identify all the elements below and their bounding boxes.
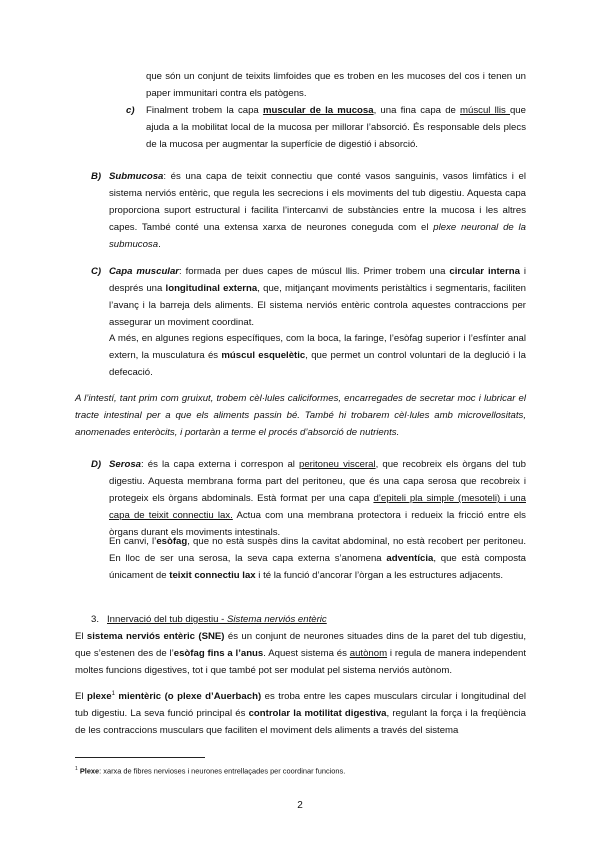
page-number: 2	[297, 800, 303, 811]
serosa-paragraph: Serosa: és la capa externa i correspon al peritoneu visceral, que recobreix els òrgans del tub digestiu. Aquesta membrana forma part del peritoneu, que és una capa serosa que recobreix i protegeix els òrgans abdominals. Està format per una capa d’epiteli pla simple (mesoteli) i una capa de teixit connectiu lax. Actua com una membrana protectora i redueix la fricció entre els òrgans durant els moviments intestinals.	[109, 459, 526, 538]
submucosa-paragraph: Submucosa: és una capa de teixit connectiu que conté vasos sanguinis, vasos limfàtics i el sistema nerviós entèric, que regula les secrecions i els moviments del tub digestiu. Aquesta capa proporciona suport estructural i facilita l’intercanvi de substàncies entre la mucosa i les altres capes. També conté una extensa xarxa de neurones coneguda com el plexe neuronal de la submucosa.	[109, 171, 526, 250]
continuation-text: que són un conjunt de teixits limfoides que es troben en les mucoses del cos i tenen un paper immunitari contra els patògens.	[146, 71, 526, 99]
mucosa-muscular-paragraph: Finalment trobem la capa muscular de la mucosa, una fina capa de múscul llis que ajuda a la mobilitat local de la mucosa per millorar l’absorció. És responsable dels plecs de la mucosa per augmentar la superfície de digestió i absorció.	[146, 105, 526, 150]
muscular-paragraph: Capa muscular: formada per dues capes de múscul llis. Primer trobem una circular interna i després una longitudinal externa, que, mitjançant moviments peristàltics i segmentaris, faciliten l’avanç i la barreja dels aliments. El sistema nerviós entèric controla aquestes contraccions per assegurar un moviment coordinat.	[109, 266, 526, 328]
footnote-separator	[75, 757, 205, 758]
intestine-note: A l’intestí, tant prim com gruixut, trobem cèl·lules caliciformes, encarregades de secretar moc i lubricar el tracte intestinal per a que els aliments passin bé. També hi trobarem cèl·lules amb microvellositats, anomenades enteròcits, i portaràn a terme el procés d’absorció de nutrients.	[75, 393, 526, 438]
section-heading: 3. Innervació del tub digestiu - Sistema nerviós entèric	[91, 614, 327, 625]
sne-paragraph: El sistema nerviós entèric (SNE) és un conjunt de neurones situades dins de la paret del tub digestiu, que s’estenen des de l’esòfag fins a l’anus. Aquest sistema és autònom i regula de manera independent moltes funcions digestives, tot i que també pot ser modulat pel sistema nerviós autònom.	[75, 631, 527, 676]
section-label-c: C)	[91, 266, 102, 277]
muscular-paragraph-2: A més, en algunes regions específiques, com la boca, la faringe, l’esòfag superior i l’esfínter anal extern, la musculatura és múscul esquelètic, que permet un control voluntari de la deglució i la defecació.	[109, 333, 526, 378]
serosa-paragraph-2: En canvi, l’esòfag, que no està suspès dins la cavitat abdominal, no està recobert per peritoneu. En lloc de ser una serosa, la seva capa externa s’anomena adventícia, que està composta únicament de teixit connectiu lax i té la funció d’ancorar l’òrgan a les estructures adjacents.	[109, 536, 526, 581]
list-label-c: c)	[126, 105, 135, 116]
section-label-b: B)	[91, 171, 102, 182]
plexe-paragraph: El plexe$^1$ mientèric (o plexe d’Auerbach) es troba entre les capes musculars circular i longitudinal del tub digestiu. La seva funció principal és controlar la motilitat digestiva, regulant la força i la freqüència de les contraccions musculars que faciliten el moviment dels aliments a través del sistema	[75, 690, 526, 736]
section-label-d: D)	[91, 459, 102, 470]
footnote: $^1$ Plexe: xarxa de fibres nervioses i neurones entrellaçades per coordinar funcions.	[75, 766, 346, 776]
